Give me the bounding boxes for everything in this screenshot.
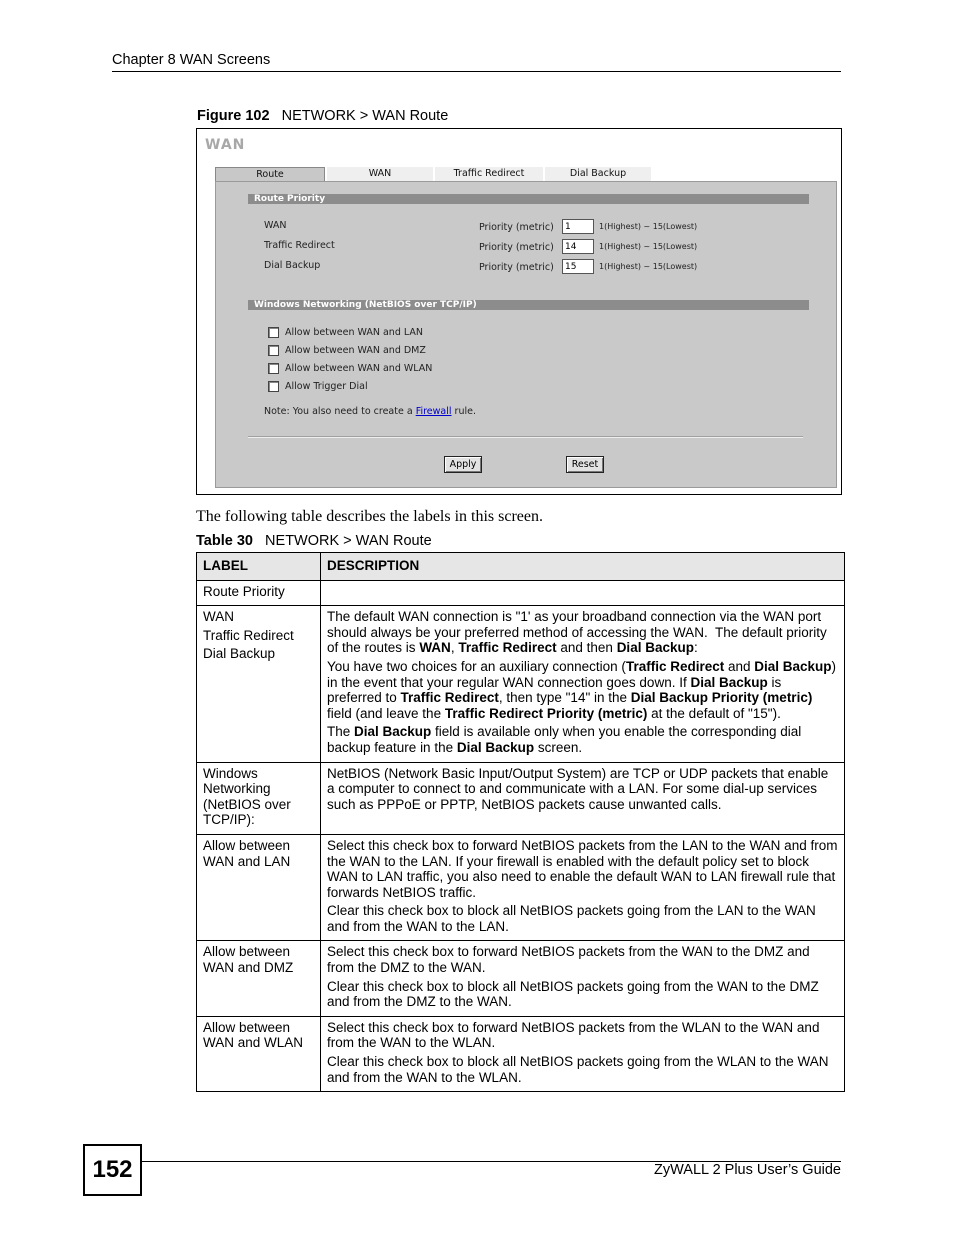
chapter-header: Chapter 8 WAN Screens	[112, 52, 271, 68]
range-hint: 1(Highest) ~ 15(Lowest)	[599, 242, 698, 251]
reset-button[interactable]: Reset	[566, 456, 604, 473]
guide-title: ZyWALL 2 Plus User’s Guide	[654, 1162, 841, 1178]
range-hint: 1(Highest) ~ 15(Lowest)	[599, 262, 698, 271]
tab-wan[interactable]: WAN	[327, 167, 433, 181]
table-row	[197, 580, 845, 606]
row-description	[321, 580, 845, 606]
wan-route-screenshot	[196, 128, 842, 495]
table-header-row	[197, 553, 845, 581]
table-row	[197, 762, 845, 834]
table-row	[197, 1016, 845, 1091]
header-label: LABEL	[197, 553, 321, 581]
table-label: Table 30	[196, 533, 253, 549]
allow-wan-wlan-checkbox[interactable]	[268, 363, 279, 374]
header-rule	[112, 71, 841, 72]
row-description: Select this check box to forward NetBIOS packets from the LAN to the WAN and from the WAN to the LAN. If your firewall is enabled with the default policy set to block WAN to LAN traffic, you also need to enable the default WAN to LAN firewall rule that forwards NetBIOS traffic. Clear this check box to block all NetBIOS packets going from the LAN to the WAN and from the WAN to the LAN.	[321, 834, 845, 941]
note-prefix: Note: You also need to create a	[264, 406, 416, 417]
header-description: DESCRIPTION	[321, 553, 845, 581]
allow-trigger-dial-checkbox[interactable]	[268, 381, 279, 392]
row-description: NetBIOS (Network Basic Input/Output System) are TCP or UDP packets that enable a computer to connect to and communicate with a LAN. For some dial-up services such as PPPoE or PPTP, NetBIOS packets cause unwanted calls.	[321, 762, 845, 834]
note-suffix: rule.	[451, 406, 476, 417]
description-table	[196, 552, 845, 1092]
tab-strip	[215, 167, 835, 181]
firewall-note	[264, 406, 476, 417]
allow-wan-dmz-checkbox[interactable]	[268, 345, 279, 356]
dial-backup-metric-input[interactable]: 15	[562, 259, 594, 274]
row-label: Allow between WAN and DMZ	[197, 941, 321, 1016]
tab-traffic-redirect[interactable]: Traffic Redirect	[435, 167, 543, 181]
wan-metric-input[interactable]: 1	[562, 219, 594, 234]
allow-trigger-dial-label: Allow Trigger Dial	[285, 381, 368, 392]
route-panel	[215, 181, 837, 488]
allow-wan-lan-checkbox[interactable]	[268, 327, 279, 338]
row-label: Allow between WAN and WLAN	[197, 1016, 321, 1091]
tab-dial-backup[interactable]: Dial Backup	[545, 167, 651, 181]
allow-wan-wlan-label: Allow between WAN and WLAN	[285, 363, 433, 374]
row-description: The default WAN connection is "1' as your broadband connection via the WAN port should always be your preferred method of accessing the WAN. The default priority of the routes is WAN, Traffic Redirect and then Dial Backup: You have two choices for an auxiliary connection (Traffic Redirect and Dial Backup) in the event that your regular WAN connection goes down. If Dial Backup is preferred to Traffic Redirect, then type "14" in the Dial Backup Priority (metric) field (and leave the Traffic Redirect Priority (metric) at the default of "15"). The Dial Backup field is available only when you enable the corresponding dial backup feature in the Dial Backup screen.	[321, 606, 845, 762]
row-description: Select this check box to forward NetBIOS packets from the WAN to the DMZ and from the DMZ to the WAN. Clear this check box to block all NetBIOS packets going from the WAN to the DMZ and from the DMZ to the WAN.	[321, 941, 845, 1016]
figure-title: NETWORK > WAN Route	[281, 108, 449, 124]
netbios-heading: Windows Networking (NetBIOS over TCP/IP)	[248, 300, 809, 310]
apply-button[interactable]: Apply	[444, 456, 482, 473]
figure-label: Figure 102	[197, 108, 270, 124]
route-priority-heading: Route Priority	[248, 194, 809, 204]
row-label: Allow between WAN and LAN	[197, 834, 321, 941]
row-label: WAN Traffic Redirect Dial Backup	[197, 606, 321, 762]
separator	[248, 436, 803, 438]
route-traffic-redirect-label: Traffic Redirect	[264, 240, 335, 251]
allow-wan-lan-label: Allow between WAN and LAN	[285, 327, 423, 338]
table-caption	[196, 533, 432, 549]
range-hint: 1(Highest) ~ 15(Lowest)	[599, 222, 698, 231]
table-row	[197, 941, 845, 1016]
screen-title: WAN	[205, 137, 246, 153]
table-title: NETWORK > WAN Route	[265, 533, 432, 549]
row-label: Route Priority	[197, 580, 321, 606]
row-description: Select this check box to forward NetBIOS packets from the WLAN to the WAN and from the WAN to the WLAN. Clear this check box to block all NetBIOS packets going from the WLAN to the WAN and from the WAN to the WLAN.	[321, 1016, 845, 1091]
metric-label: Priority (metric)	[479, 242, 554, 253]
page-number: 152	[83, 1144, 142, 1196]
table-row	[197, 606, 845, 762]
traffic-redirect-metric-input[interactable]: 14	[562, 239, 594, 254]
allow-wan-dmz-label: Allow between WAN and DMZ	[285, 345, 426, 356]
metric-label: Priority (metric)	[479, 222, 554, 233]
table-row	[197, 834, 845, 941]
route-dial-backup-label: Dial Backup	[264, 260, 321, 271]
row-label: Windows Networking (NetBIOS over TCP/IP):	[197, 762, 321, 834]
figure-caption	[197, 108, 448, 124]
tab-route[interactable]: Route	[215, 167, 325, 181]
firewall-link[interactable]: Firewall	[415, 406, 452, 417]
metric-label: Priority (metric)	[479, 262, 554, 273]
intro-text: The following table describes the labels in this screen.	[196, 508, 544, 525]
route-wan-label: WAN	[264, 220, 287, 231]
